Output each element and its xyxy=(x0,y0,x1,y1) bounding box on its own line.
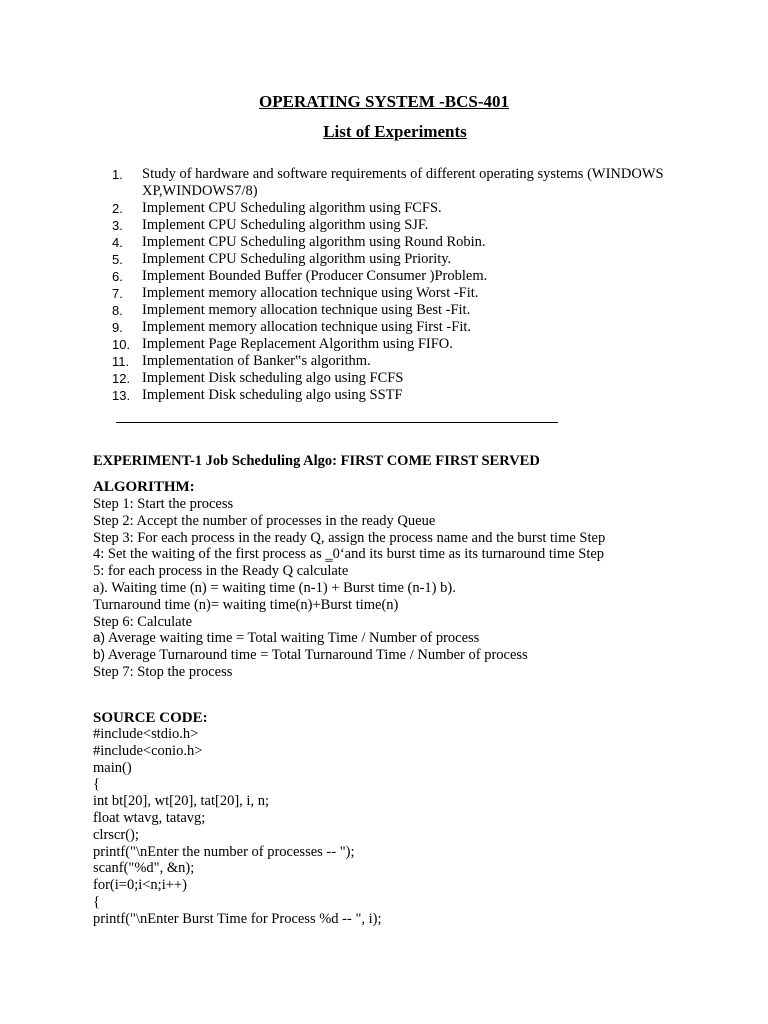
experiment-item xyxy=(112,302,672,319)
experiment-text: Implement memory allocation technique using Worst -Fit. xyxy=(142,285,479,301)
experiment-text: Study of hardware and software requirements of different operating systems (WINDOWS XP,WINDOWS7/8) xyxy=(142,166,664,199)
algorithm-line xyxy=(93,614,653,631)
experiment-number: 6. xyxy=(112,269,123,284)
experiment-number: 12. xyxy=(112,371,131,386)
algorithm-line-text: Step 6: Calculate xyxy=(93,613,193,630)
experiment-number: 10. xyxy=(112,337,131,352)
experiment-text: Implement CPU Scheduling algorithm using Round Robin. xyxy=(142,234,486,250)
section-divider xyxy=(116,422,558,423)
source-code-heading: SOURCE CODE: xyxy=(93,710,208,726)
algorithm-line xyxy=(93,546,653,563)
experiment-item xyxy=(112,387,672,404)
algorithm-steps xyxy=(93,496,653,681)
experiment-number: 3. xyxy=(112,218,123,233)
experiment-number: 1. xyxy=(112,167,123,182)
algorithm-line xyxy=(93,513,653,530)
code-line: clrscr(); xyxy=(93,826,139,843)
code-line: for(i=0;i<n;i++) xyxy=(93,877,187,894)
experiment-item xyxy=(112,200,672,217)
code-line: { xyxy=(93,893,100,910)
experiment-item xyxy=(112,234,672,251)
experiment-text: Implement CPU Scheduling algorithm using Priority. xyxy=(142,251,452,267)
algorithm-line-text: Step 2: Accept the number of processes in the ready Queue xyxy=(93,512,436,529)
code-line: scanf("%d", &n); xyxy=(93,860,195,877)
experiment-item xyxy=(112,285,672,302)
algorithm-line-text: Step 1: Start the process xyxy=(93,496,234,512)
code-line: { xyxy=(93,776,100,793)
experiment-number: 4. xyxy=(112,235,123,250)
algorithm-line xyxy=(93,580,653,597)
experiment-text: Implement Disk scheduling algo using SSTF xyxy=(142,387,403,403)
algorithm-heading: ALGORITHM: xyxy=(93,479,195,495)
algorithm-line-prefix: b) xyxy=(93,647,106,663)
code-line: float wtavg, tatavg; xyxy=(93,809,206,826)
experiment-number: 2. xyxy=(112,201,123,216)
code-line: main() xyxy=(93,759,132,776)
source-code-block xyxy=(93,726,653,928)
experiment-number: 5. xyxy=(112,252,123,267)
algorithm-line-text: Average Turnaround time = Total Turnaround Time / Number of process xyxy=(105,647,528,664)
experiment-text: Implement Bounded Buffer (Producer Consumer )Problem. xyxy=(142,268,488,284)
experiment-number: 7. xyxy=(112,286,123,301)
experiment-1-heading: EXPERIMENT-1 Job Scheduling Algo: FIRST COME FIRST SERVED xyxy=(93,453,540,469)
code-line: #include<conio.h> xyxy=(93,742,203,759)
algorithm-line-text: Turnaround time (n)= waiting time(n)+Burst time(n) xyxy=(93,596,399,613)
experiment-item xyxy=(112,166,672,200)
document-subtitle: List of Experiments xyxy=(323,122,467,141)
code-line: int bt[20], wt[20], tat[20], i, n; xyxy=(93,793,269,810)
experiment-number: 9. xyxy=(112,320,123,335)
experiment-text: Implement Disk scheduling algo using FCFS xyxy=(142,370,404,386)
code-line: #include<stdio.h> xyxy=(93,726,199,742)
algorithm-line xyxy=(93,664,653,681)
experiment-item xyxy=(112,370,672,387)
experiment-item xyxy=(112,268,672,285)
experiment-text: Implement memory allocation technique using First -Fit. xyxy=(142,319,472,335)
algorithm-line xyxy=(93,647,653,664)
algorithm-line-text: Step 3: For each process in the ready Q, assign the process name and the burst time Step xyxy=(93,529,606,546)
experiment-item xyxy=(112,336,672,353)
algorithm-line-text: Step 7: Stop the process xyxy=(93,663,233,680)
experiment-item xyxy=(112,319,672,336)
experiment-text: Implement CPU Scheduling algorithm using FCFS. xyxy=(142,200,442,216)
algorithm-line xyxy=(93,630,653,647)
algorithm-line-text: 5: for each process in the Ready Q calculate xyxy=(93,563,349,580)
experiment-number: 8. xyxy=(112,303,123,318)
algorithm-line xyxy=(93,530,653,547)
algorithm-line xyxy=(93,563,653,580)
experiment-number: 11. xyxy=(112,354,130,369)
document-title: OPERATING SYSTEM -BCS-401 xyxy=(259,92,509,111)
experiment-item xyxy=(112,353,672,370)
algorithm-line xyxy=(93,597,653,614)
experiment-list xyxy=(112,166,672,404)
algorithm-line-text: a). Waiting time (n) = waiting time (n-1) + Burst time (n-1) b). xyxy=(93,579,456,596)
algorithm-line-prefix: a) xyxy=(93,630,106,646)
experiment-number: 13. xyxy=(112,388,131,403)
experiment-item xyxy=(112,217,672,234)
experiment-text: Implement memory allocation technique using Best -Fit. xyxy=(142,302,471,318)
experiment-text: Implement CPU Scheduling algorithm using SJF. xyxy=(142,217,429,233)
code-line: printf("\nEnter Burst Time for Process %d -- ", i); xyxy=(93,910,382,927)
experiment-text: Implementation of Banker‟s algorithm. xyxy=(142,353,371,369)
algorithm-line xyxy=(93,496,653,513)
experiment-text: Implement Page Replacement Algorithm using FIFO. xyxy=(142,336,453,352)
experiment-item xyxy=(112,251,672,268)
algorithm-line-text: Average waiting time = Total waiting Time / Number of process xyxy=(105,630,480,647)
code-line: printf("\nEnter the number of processes -- "); xyxy=(93,843,355,860)
algorithm-line-text: 4: Set the waiting of the first process as ‗0‘and its burst time as its turnaround time Step xyxy=(93,546,605,563)
